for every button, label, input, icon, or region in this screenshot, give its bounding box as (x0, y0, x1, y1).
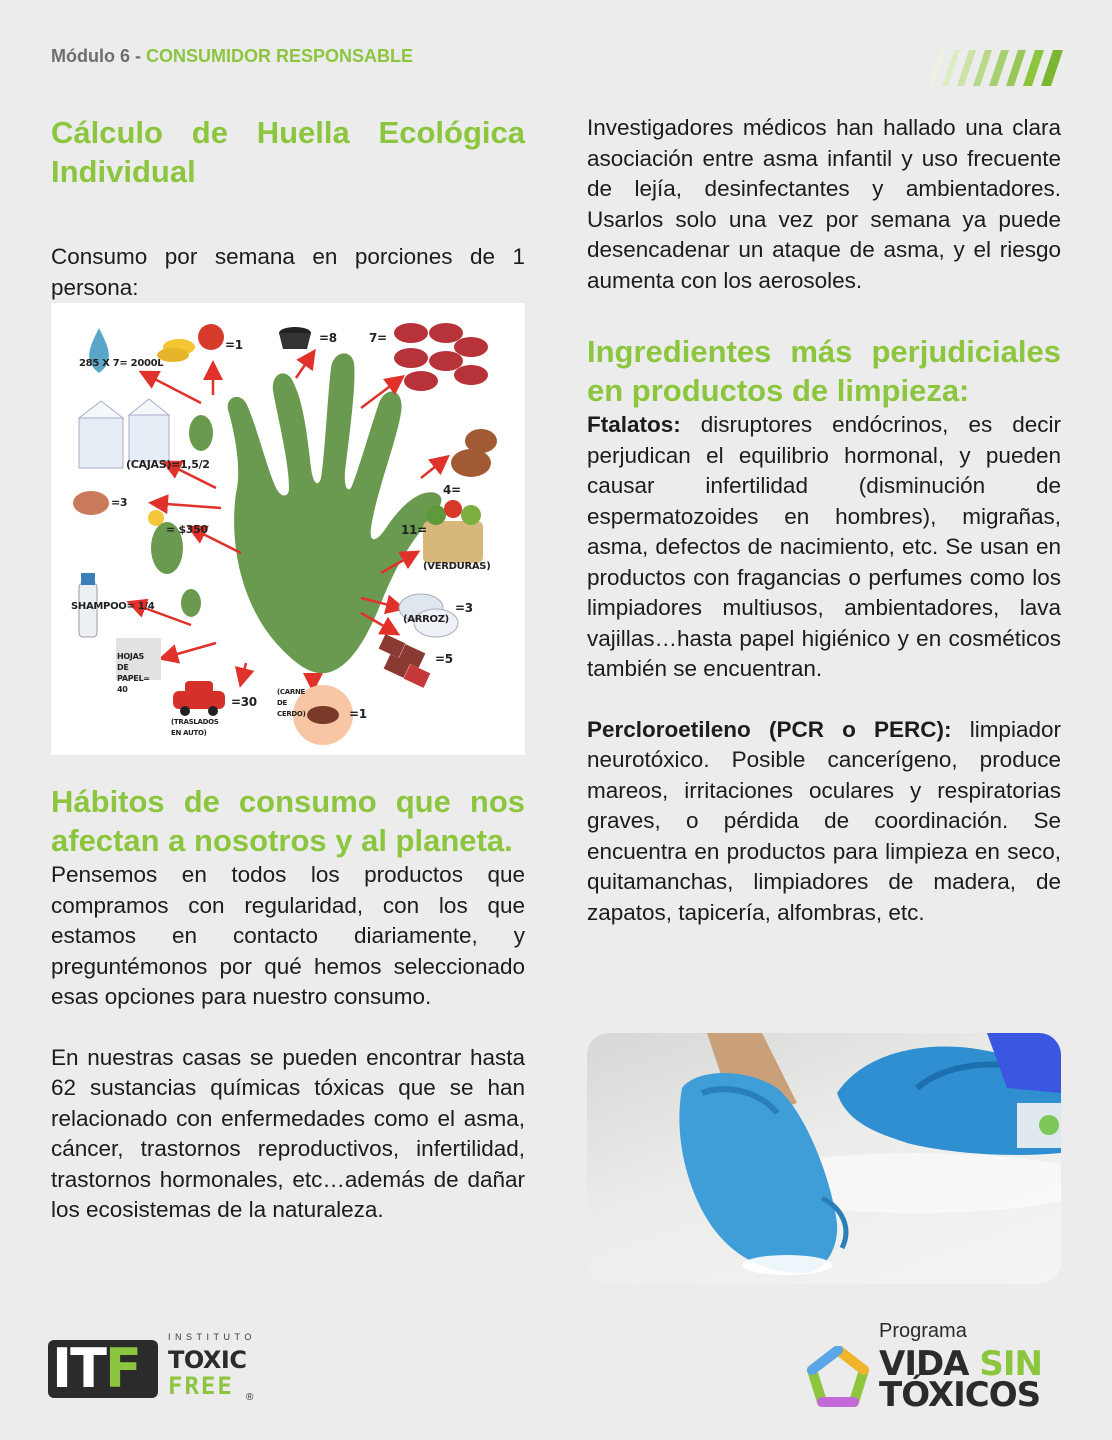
label-rice-count: =3 (455, 601, 473, 615)
fish-icon (73, 491, 109, 515)
heading-consumption-habits: Hábitos de consumo que nos afectan a nosotros y al planeta. (51, 784, 525, 858)
desc-phthalates: disruptores endócrinos, es decir perjudican el equilibrio hormonal, y pueden causar infertilidad (disminución de espermatozoides en hombres), migrañas, asma, defectos de nacimiento, etc. Se usan en productos con fragancias o perfumes como los limpiadores multiusos, ambientadores, lava vajillas…hasta papel higiénico y en cosméticos también se encuentran. (587, 412, 1061, 681)
light-bulb-icon (148, 510, 164, 526)
module-title: CONSUMIDOR RESPONSABLE (146, 46, 414, 66)
module-header (51, 46, 413, 67)
vst-toxicos: TÓXICOS (879, 1375, 1041, 1415)
fruit-icon (157, 324, 224, 362)
itf-logo (48, 1332, 263, 1407)
term-perc: Percloroetileno (PCR o PERC): (587, 716, 952, 742)
footprint-infographic (51, 303, 525, 755)
module-separator: - (130, 46, 146, 66)
habits-paragraph-1: Pensemos en todos los productos que compramos con regularidad, con los que estamos en contacto diariamente, y preguntémonos por qué hemos seleccionado esas opciones para nuestro consumo. (51, 862, 525, 1009)
meat-steaks-icon (394, 323, 488, 391)
itf-institute: INSTITUTO (168, 1332, 256, 1342)
label-car: (TRASLADOS EN AUTO) (171, 718, 219, 737)
decorative-stripes (928, 50, 1063, 86)
label-shampoo: SHAMPOO= 1/4 (71, 601, 155, 612)
right-column (587, 113, 1061, 928)
label-pork-count: =1 (349, 707, 367, 721)
label-fish: =3 (111, 496, 128, 509)
chocolate-bars-icon (379, 634, 431, 688)
itf-toxic: TOXIC (168, 1346, 247, 1374)
desc-perc: limpiador neurotóxico. Posible cancerígeno, produce mareos, irritaciones oculares y respiratorias graves, o pérdida de coordinación. Se encuentra en productos para limpieza en seco, quitamanchas, limpiadores de madera, de zapatos, tapicería, alfombras, etc. (587, 716, 1061, 925)
label-veg: (VERDURAS) (423, 561, 491, 572)
term-phthalates: Ftalatos: (587, 412, 681, 437)
footprint-intro: Consumo por semana en porciones de 1 persona: (51, 244, 525, 300)
vst-ring-icon (806, 1346, 870, 1410)
label-milk: (CAJAS)=1,5/2 (126, 458, 210, 471)
coffee-cup-icon (279, 327, 311, 349)
vst-sin: SIN (979, 1344, 1042, 1384)
green-hand-icon (151, 353, 441, 673)
cleaning-photo (587, 1033, 1061, 1284)
heading-ecological-footprint: Cálculo de Huella Ecológica Individual (51, 115, 525, 189)
habits-paragraph-2: En nuestras casas se pueden encontrar hasta 62 sustancias químicas tóxicas que se han relacionado con enfermedades como el asma, cáncer, trastornos reproductivos, infertilidad, trastornos hormonales, etc…además de dañar los ecosistemas de la naturaleza. (51, 1044, 525, 1222)
label-fruit: =1 (225, 338, 243, 352)
ingredient-phthalates (587, 410, 1061, 685)
vida-sin-toxicos-logo (806, 1320, 1068, 1415)
vst-vida: VIDA (879, 1344, 969, 1384)
label-bulb: = $350 (166, 523, 208, 536)
label-chocolate-count: =5 (435, 652, 453, 666)
car-icon (173, 681, 225, 716)
gloved-hand-cleaning-image (587, 1033, 1061, 1284)
label-veg-count: 11= (401, 523, 427, 537)
vst-programa: Programa (879, 1320, 967, 1342)
label-chicken: 4= (443, 483, 461, 497)
label-paper: HOJAS DE PAPEL= 40 (117, 652, 150, 694)
chicken-leg-icon (451, 429, 497, 477)
label-rice: (ARROZ) (403, 614, 449, 625)
heading-harmful-ingredients: Ingredientes más perjudiciales en productos de limpieza: (587, 334, 1061, 408)
module-number: Módulo 6 (51, 46, 130, 66)
label-pork: (CARNE DE CERDO) (277, 688, 306, 718)
label-car-count: =30 (231, 695, 257, 709)
label-water: 285 X 7= 2000L (79, 358, 164, 369)
left-column (51, 113, 525, 303)
vegetables-bag-icon (423, 500, 483, 563)
asthma-paragraph: Investigadores médicos han hallado una clara asociación entre asma infantil y uso frecuente de lejía, desinfectantes y ambientadores. Usarlos solo una vez por semana ya puede desencadenar un ataque de asma, y el riesgo aumenta con los aerosoles. (587, 115, 1061, 293)
left-column-lower (51, 782, 525, 1226)
itf-mark: ITF (52, 1337, 140, 1400)
label-coffee: =8 (319, 331, 337, 345)
label-meat: 7= (369, 331, 387, 345)
itf-registered-mark: ® (246, 1392, 254, 1403)
ingredient-perc (587, 715, 1061, 929)
itf-free: FREE (168, 1372, 234, 1400)
